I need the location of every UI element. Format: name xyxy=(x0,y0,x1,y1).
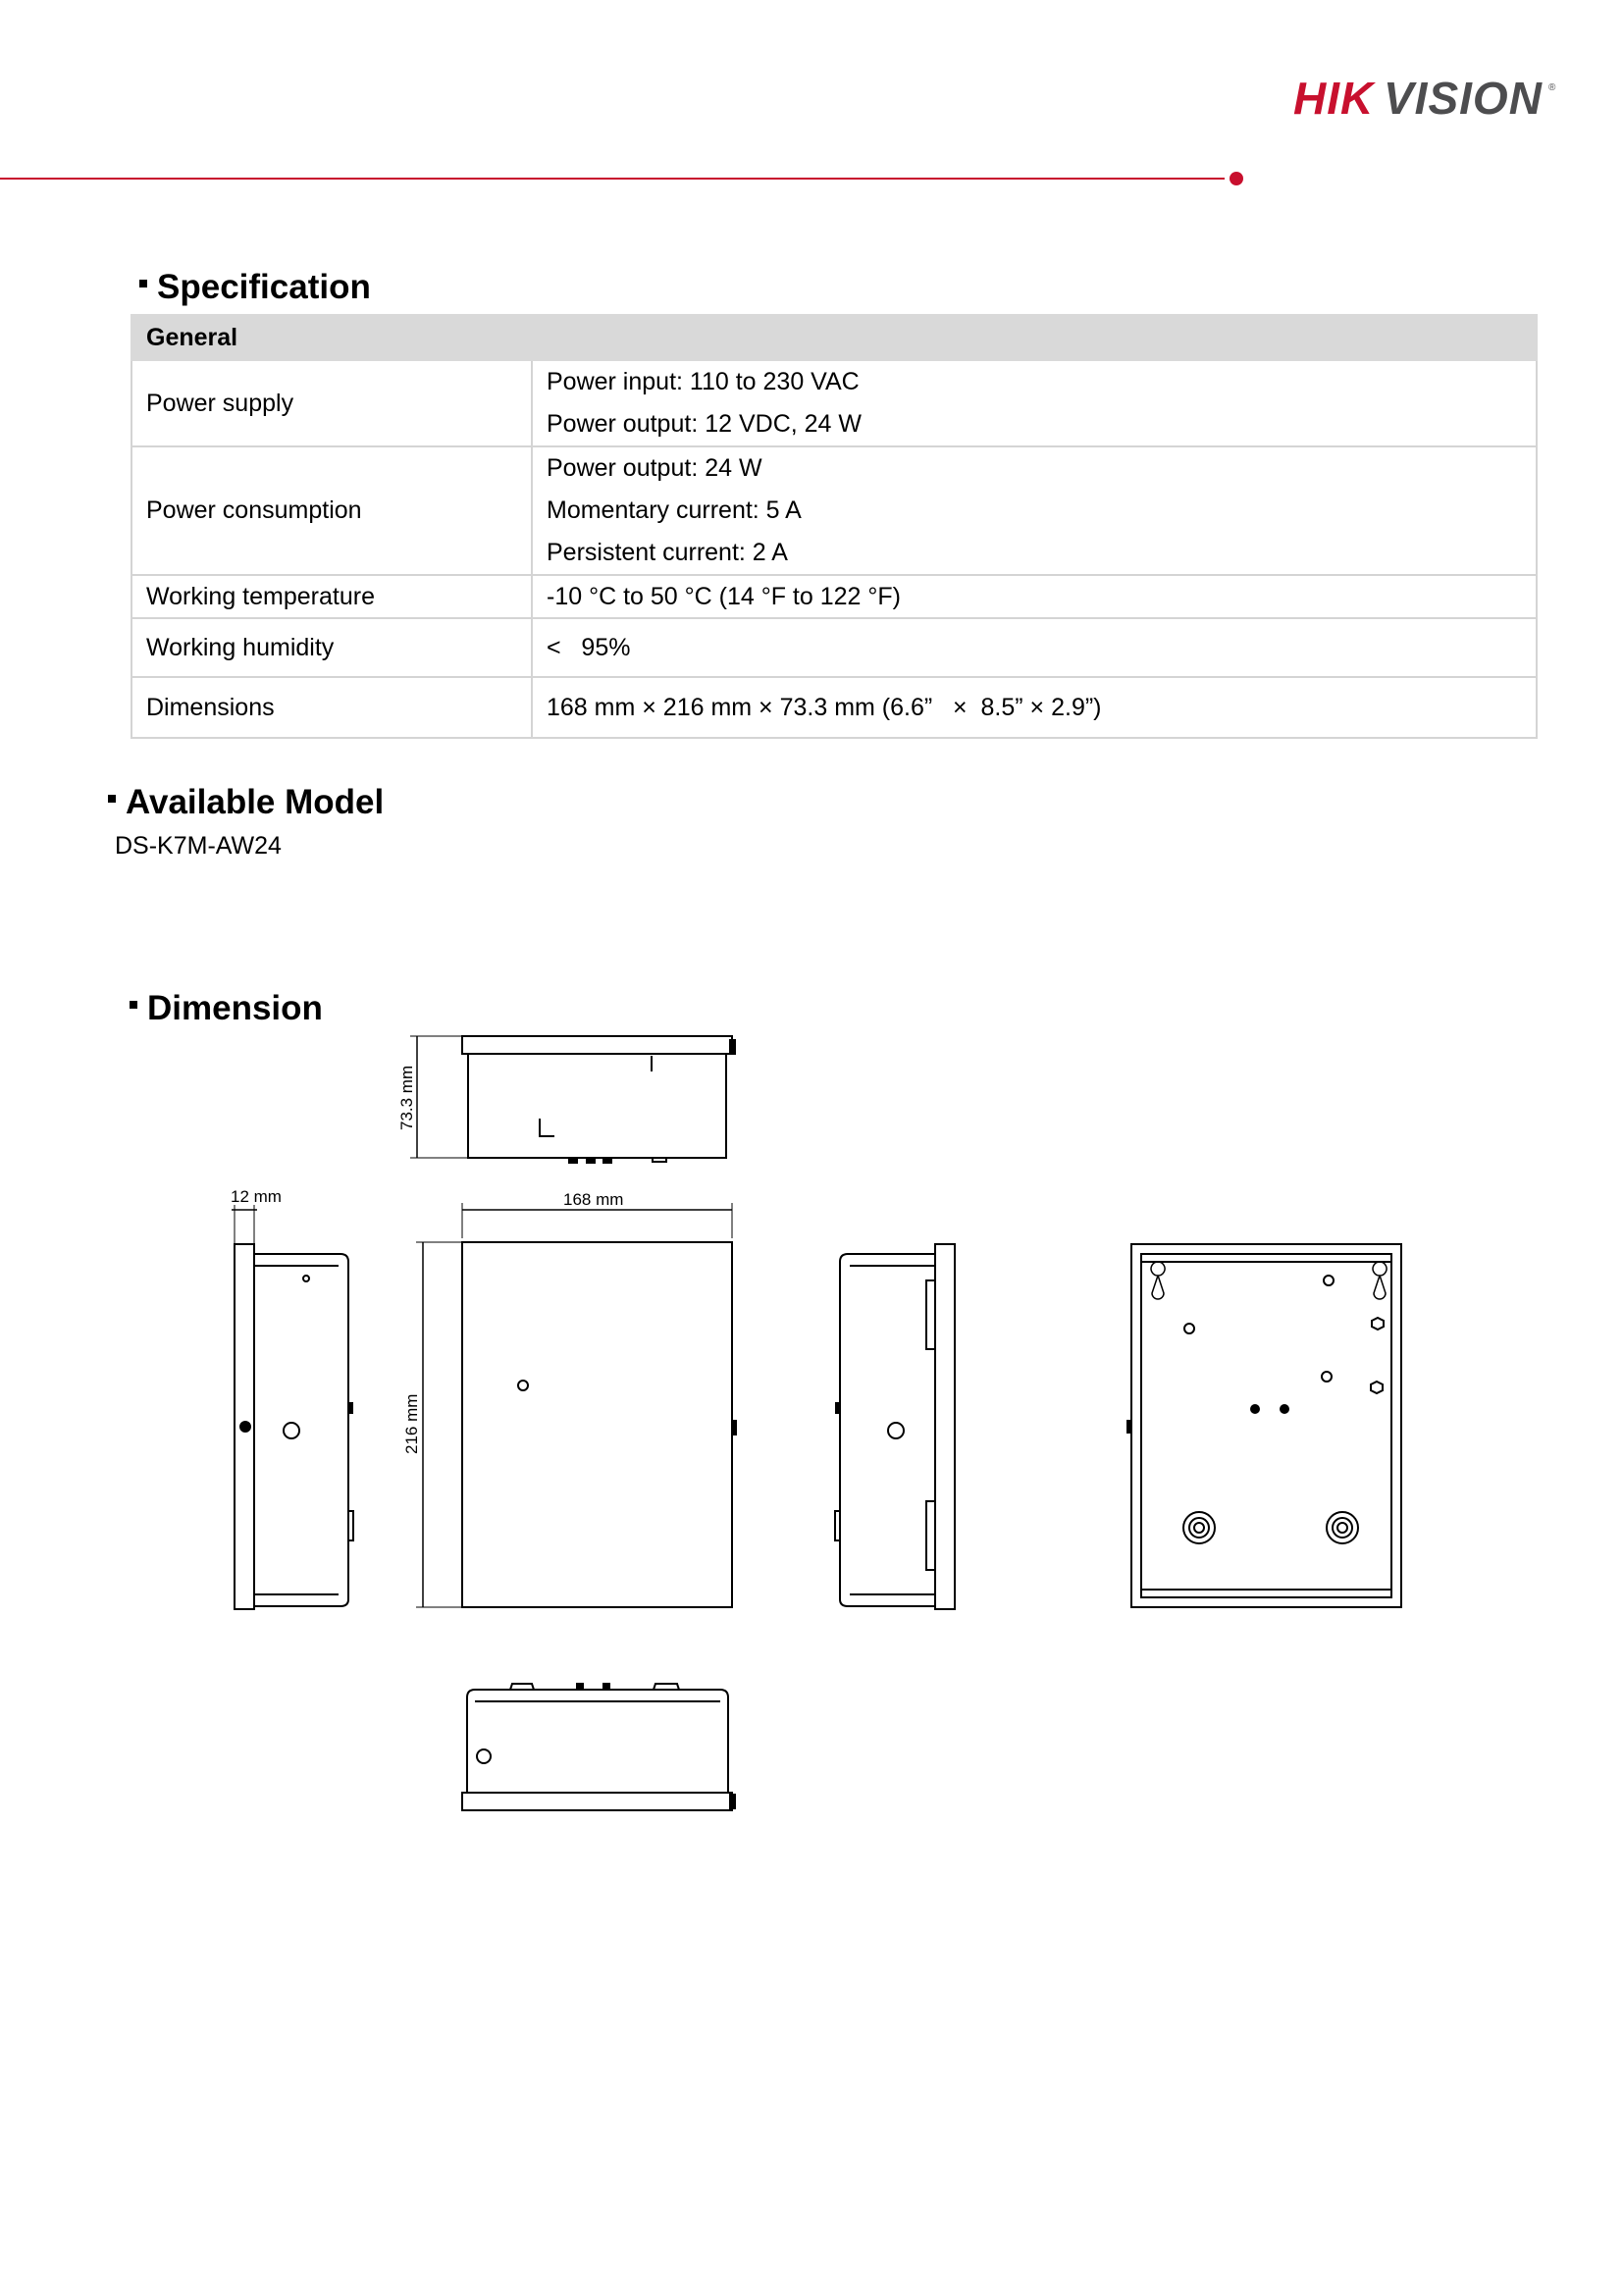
value-line: Power output: 12 VDC, 24 W xyxy=(547,410,862,438)
model-number: DS-K7M-AW24 xyxy=(115,832,282,860)
door-thickness-label: 12 mm xyxy=(231,1187,282,1206)
svg-text:VISION: VISION xyxy=(1384,73,1543,124)
row-label: Working humidity xyxy=(131,618,532,677)
width-dimension xyxy=(462,1190,732,1238)
value-line: Persistent current: 2 A xyxy=(547,539,788,566)
right-side-view xyxy=(835,1244,955,1609)
row-label: Dimensions xyxy=(131,677,532,738)
row-label: Working temperature xyxy=(131,575,532,618)
value-line: Power input: 110 to 230 VAC xyxy=(547,368,860,395)
row-value: < 95% xyxy=(532,618,1537,677)
front-view xyxy=(402,1242,736,1607)
back-view xyxy=(1127,1244,1401,1607)
row-label: Power consumption xyxy=(131,446,532,575)
value-line: Power output: 24 W xyxy=(547,454,762,482)
svg-text:HIK: HIK xyxy=(1293,73,1375,124)
width-label: 168 mm xyxy=(563,1190,624,1209)
top-view xyxy=(397,1036,735,1163)
row-value: -10 °C to 50 °C (14 °F to 122 °F) xyxy=(532,575,1537,618)
dimension-heading: Dimension xyxy=(130,989,323,1028)
specification-heading: Specification xyxy=(139,268,371,307)
depth-label: 73.3 mm xyxy=(397,1065,416,1130)
available-model-heading: Available Model xyxy=(108,783,384,822)
height-label: 216 mm xyxy=(402,1393,421,1454)
left-side-view xyxy=(231,1187,353,1609)
row-label: Power supply xyxy=(131,360,532,446)
row-value: 168 mm × 216 mm × 73.3 mm (6.6” × 8.5” × 2.9”) xyxy=(532,677,1537,738)
value-line: Momentary current: 5 A xyxy=(547,496,802,524)
svg-text:®: ® xyxy=(1548,82,1556,93)
group-label: General xyxy=(131,315,1537,360)
bottom-view xyxy=(462,1684,735,1810)
